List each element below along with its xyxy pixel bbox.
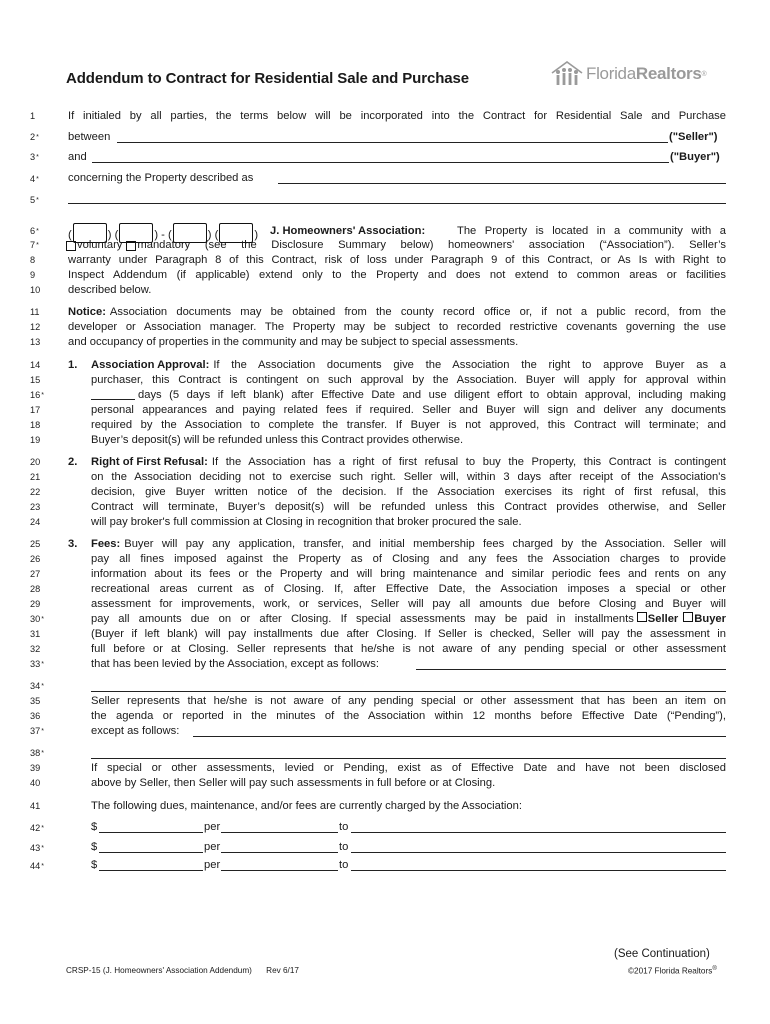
buyer-name-field[interactable]: [92, 162, 669, 163]
fee-amount-field[interactable]: [99, 852, 203, 853]
line-number: 6 *: [30, 226, 54, 236]
fee-period-field[interactable]: [221, 832, 338, 833]
fee-per-label: per: [204, 859, 221, 871]
section-3-line-26: pay all fines imposed against the Property as of Closing and any fees the Association charges to provide: [91, 553, 726, 565]
line-number: 19: [30, 435, 41, 445]
pending-assessment-field-2[interactable]: [91, 758, 726, 759]
fee-payee-field[interactable]: [351, 832, 726, 833]
fee-per-label: per: [204, 821, 221, 833]
initials-paren-close: ): [107, 229, 112, 241]
section-1-line-18: required by the Association to complete the transfer. If Buyer is not approved, this Contract will terminate; and: [91, 419, 726, 431]
fee-payee-field[interactable]: [351, 870, 726, 871]
line-number: 26: [30, 554, 41, 564]
section-3-line-36: the agenda or reported in the minutes of the Association within 12 months before Effective Date (“Pending”),: [91, 710, 726, 722]
section-3-line-25: [91, 537, 726, 552]
section-j-line-7: [66, 238, 726, 253]
line-number: 38 *: [30, 748, 54, 758]
section-3-line-40: above by Seller, then Seller will pay such assessments in full before or at Closing.: [91, 777, 496, 789]
page-title: Addendum to Contract for Residential Sale and Purchase: [66, 70, 470, 87]
line-number: 2 *: [30, 132, 54, 142]
fee-dollar-label: $: [91, 821, 98, 833]
installments-seller-checkbox[interactable]: [637, 612, 647, 622]
line-number: 41: [30, 801, 41, 811]
line-number: 1: [30, 111, 36, 121]
line-number: 12: [30, 322, 41, 332]
section-3-line-33: that has been levied by the Association, except as follows:: [91, 658, 379, 670]
notice-label: Notice:: [68, 306, 106, 318]
section-2-label: Right of First Refusal:: [91, 456, 208, 468]
fee-amount-field[interactable]: [99, 832, 203, 833]
line-number: 18: [30, 420, 41, 430]
initials-dash: -: [161, 229, 165, 241]
seller-name-field[interactable]: [117, 142, 668, 143]
section-j-line-9: Inspect Addendum (if applicable) extend only to the Property and does not extend to common areas or facilities: [68, 269, 726, 281]
line-number: 35: [30, 696, 41, 706]
notice-line-12: developer or Association manager. The Property may be subject to recorded restrictive covenants governing the use: [68, 321, 726, 333]
line-number: 40: [30, 778, 41, 788]
initials-paren-open: (: [68, 229, 72, 241]
revision: Rev 6/17: [266, 966, 299, 975]
fee-dollar-label: $: [91, 859, 98, 871]
section-3-label: Fees:: [91, 538, 121, 550]
section-2-line-23: Contract will terminate, Buyer’s deposit(s) will be refunded unless this Contract provides otherwise, and Seller: [91, 501, 726, 513]
line-number: 25: [30, 539, 41, 549]
line-number: 36: [30, 711, 41, 721]
line-number: 7 *: [30, 240, 54, 250]
concerning-label: concerning the Property described as: [68, 172, 254, 184]
fee-per-label: per: [204, 841, 221, 853]
fee-to-label: to: [339, 841, 349, 853]
line-number: 32: [30, 644, 41, 654]
section-1-number: 1.: [68, 359, 78, 371]
copyright-text: ©2017 Florida Realtors: [628, 966, 713, 976]
section-1-line-17: personal appearances and paying related fees if required. Seller and Buyer will sign and deliver any documents: [91, 404, 726, 416]
section-1-line-15: purchaser, this Contract is contingent on such approval by the Association. Buyer will apply for approval within: [91, 374, 726, 386]
approval-days-field[interactable]: [91, 388, 135, 400]
section-3-line-39: If special or other assessments, levied or Pending, exist as of Effective Date and have not been disclosed: [91, 762, 726, 774]
line-number: 30 *: [30, 614, 54, 624]
line-number: 23: [30, 502, 41, 512]
section-3-line-32: full before or at Closing. Seller represents that he/she is not aware of any pending special or other assessment: [91, 643, 726, 655]
section-2-line-24: will pay broker's full commission at Closing in recognition that broker procured the sale.: [91, 516, 522, 528]
line-number: 29: [30, 599, 41, 609]
line-number: 8: [30, 255, 36, 265]
line-number: 5 *: [30, 195, 54, 205]
section-3-line-37: except as follows:: [91, 725, 180, 737]
section-3-line-30: [91, 612, 726, 627]
line-number: 4 *: [30, 174, 54, 184]
section-3-line-29: assessment for improvements, work, or services, Seller will pay all amounts due before Closing and Buyer will: [91, 598, 726, 610]
line-number: 10: [30, 285, 41, 295]
section-1-line-16: [91, 388, 726, 403]
fee-to-label: to: [339, 821, 349, 833]
section-2-line-21: on the Association deciding not to exercise such right. Seller will, within 3 days after receipt of the Association's: [91, 471, 726, 483]
section-j-heading: J. Homeowners' Association:: [270, 225, 426, 237]
property-description-field[interactable]: [278, 183, 726, 184]
section-3-line-41: The following dues, maintenance, and/or fees are currently charged by the Association:: [91, 800, 522, 812]
line-number: 17: [30, 405, 41, 415]
line-number: 43 *: [30, 843, 54, 853]
line-number: 9: [30, 270, 36, 280]
notice-line-13: and occupancy of properties in the community and may be subject to special assessments.: [68, 336, 519, 348]
notice-line-11: [68, 305, 726, 320]
levied-assessment-field-2[interactable]: [91, 691, 726, 692]
pending-assessment-field[interactable]: [193, 736, 726, 737]
property-description-field-2[interactable]: [68, 203, 726, 204]
buyer-label: ("Buyer"): [670, 151, 720, 163]
section-j-line-10: described below.: [68, 284, 152, 296]
florida-realtors-logo: [548, 57, 728, 91]
section-1-line-14: [91, 358, 726, 373]
fee-to-label: to: [339, 859, 349, 871]
see-continuation: (See Continuation): [614, 948, 710, 960]
line-number: 42 *: [30, 823, 54, 833]
section-1-label: Association Approval:: [91, 359, 210, 371]
section-j-line-7-text: mandatory (see the Disclosure Summary below) homeowners' association (“Association”). Seller’s: [137, 239, 726, 251]
fee-period-field[interactable]: [221, 852, 338, 853]
section-3-line-25-text: Buyer will pay any application, transfer, and initial membership fees charged by the Association. Seller will: [124, 538, 726, 550]
line-number: 39: [30, 763, 41, 773]
initials-paren-open: (: [214, 229, 219, 241]
line-number: 15: [30, 375, 41, 385]
section-1-line-16-text: days (5 days if left blank) after Effective Date and use diligent effort to obtain approval, including making: [138, 389, 726, 401]
line-number: 34 *: [30, 681, 54, 691]
section-3-line-30-text: pay all amounts due on or after Closing. If special assessments may be paid in installments: [91, 613, 634, 625]
line-number: 21: [30, 472, 41, 482]
line-number: 31: [30, 629, 41, 639]
mandatory-checkbox[interactable]: [126, 241, 136, 251]
line-number: 11: [30, 307, 40, 317]
initials-paren-close: ): [254, 229, 259, 241]
initials-paren-close: ): [154, 229, 159, 241]
section-2-line-20: [91, 455, 726, 470]
line-number: 28: [30, 584, 41, 594]
logo-text-florida: Florida: [586, 64, 636, 83]
line-number: 13: [30, 337, 41, 347]
fee-payee-field[interactable]: [351, 852, 726, 853]
fee-dollar-label: $: [91, 841, 98, 853]
fee-amount-field[interactable]: [99, 870, 203, 871]
line-number: 16 *: [30, 390, 54, 400]
intro-line-1: If initialed by all parties, the terms below will be incorporated into the Contract for Residential Sale and Purchase: [68, 110, 726, 122]
form-id: [66, 966, 299, 975]
fee-period-field[interactable]: [221, 870, 338, 871]
line-number: 37 *: [30, 726, 54, 736]
line-number: 27: [30, 569, 41, 579]
seller-label: ("Seller"): [669, 131, 718, 143]
section-2-line-20-text: If the Association has a right of first refusal to buy the Property, this Contract is contingent: [211, 456, 726, 468]
section-3-number: 3.: [68, 538, 78, 550]
levied-assessment-field[interactable]: [416, 669, 726, 670]
line-number: 22: [30, 487, 41, 497]
initials-paren-close: ): [207, 229, 212, 241]
section-2-number: 2.: [68, 456, 78, 468]
line-number: 20: [30, 457, 41, 467]
line-number: 3 *: [30, 152, 54, 162]
line-number: 24: [30, 517, 41, 527]
section-3-line-31: (Buyer if left blank) will pay installments due after Closing. If Seller is checked, Seller will pay the assessment in: [91, 628, 726, 640]
line-number: 14: [30, 360, 41, 370]
section-3-line-27: information about its fees or the Property and will bring maintenance and similar periodic fees and rents on any: [91, 568, 726, 580]
voluntary-checkbox[interactable]: [66, 241, 76, 251]
installments-seller-label: Seller: [647, 613, 679, 625]
between-label: between: [68, 131, 111, 143]
section-j-line-6: The Property is located in a community with a: [457, 225, 726, 237]
copyright-registered-mark: ®: [712, 966, 717, 972]
realtors-people-icon: [548, 59, 586, 89]
logo-text-realtors: Realtors: [635, 64, 702, 83]
installments-buyer-label: Buyer: [694, 613, 726, 625]
section-j-line-8: warranty under Paragraph 8 of this Contract, risk of loss under Paragraph 9 of this Contract, or As Is with Right to: [68, 254, 726, 266]
logo-registered-mark: ®: [701, 70, 707, 78]
and-label: and: [68, 151, 87, 163]
line-number: 33 *: [30, 659, 54, 669]
initials-paren-open: (: [168, 229, 172, 241]
section-3-line-35: Seller represents that he/she is not aware of any pending special or other assessment that has been an item on: [91, 695, 726, 707]
voluntary-label: voluntary: [77, 239, 123, 251]
copyright: [628, 966, 717, 976]
section-1-line-14-text: If the Association documents give the Association the right to approve Buyer as a: [213, 359, 726, 371]
line-number: 44 *: [30, 861, 54, 871]
section-2-line-22: decision, give Buyer written notice of the decision. If the Association exercises its right of first refusal, this: [91, 486, 726, 498]
installments-buyer-checkbox[interactable]: [683, 612, 693, 622]
notice-line-11-text: Association documents may be obtained from the county record office or, if not a public record, from the: [109, 306, 726, 318]
form-id-text: CRSP-15 (J. Homeowners' Association Addendum): [66, 966, 252, 975]
initials-paren-open: (: [114, 229, 119, 241]
section-1-line-19: Buyer’s deposit(s) will be refunded unless this Contract provides otherwise.: [91, 434, 464, 446]
section-3-line-28: recreational areas current as of Closing. If, after Effective Date, the Association imposes a special or other: [91, 583, 726, 595]
